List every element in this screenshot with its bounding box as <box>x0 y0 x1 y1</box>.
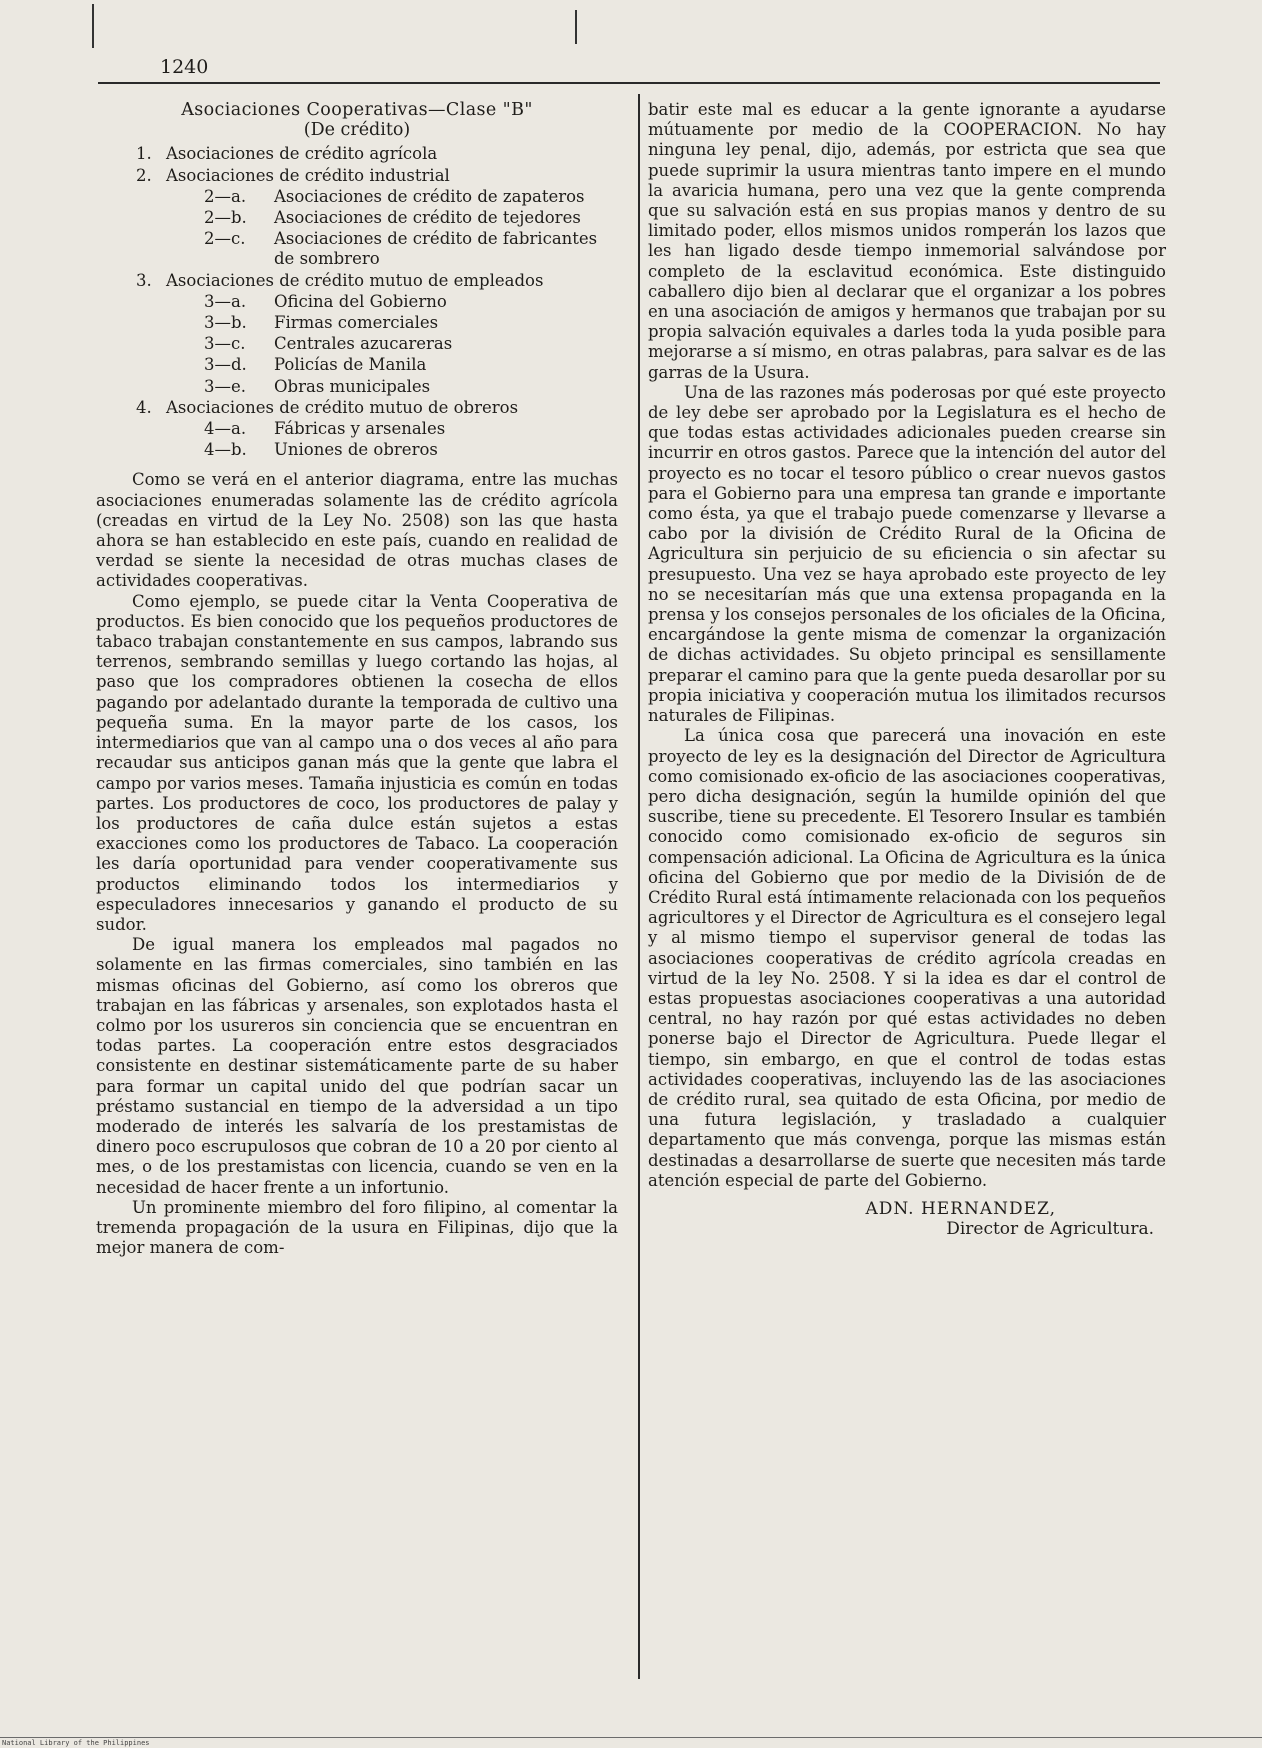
margin-mark <box>575 10 577 44</box>
paragraph: Una de las razones más poderosas por qué este proyecto de ley debe ser aprobado por la Legislatura es el hecho de que todas estas actividades adicionales pueden crearse sin incurrir en otros gastos. Parece que la intención del autor del proyecto es no tocar el tesoro público o crear nuevos gastos para el Gobierno para una empresa tan grande e importante como ésta, ya que el trabajo puede comenzarse y llevarse a cabo por la división de Crédito Rural de la Oficina de Agricultura sin perjuicio de su eficiencia o sin afectar su presupuesto. Una vez se haya aprobado este proyecto de ley no se necesitarían más que una extensa propaganda en la prensa y los consejos personales de los oficiales de la Oficina, encargándose la gente misma de comenzar la organización de dichas actividades. Su objeto principal es sensillamente preparar el camino para que la gente pueda desarollar por su propia iniciativa y cooperación mutua los ilimitados recursos naturales de Filipinas. <box>648 382 1166 726</box>
list-subitem: 4—b. Uniones de obreros <box>204 440 438 460</box>
paragraph: Como se verá en el anterior diagrama, entre las muchas asociaciones enumeradas solamente las de crédito agrícola (creadas en virtud de la Ley No. 2508) son las que hasta ahora se han establecido en este país, cuando en realidad de verdad se siente la necesidad de otras muchas clases de actividades cooperativas. <box>96 470 618 591</box>
list-subitem: 2—a. Asociaciones de crédito de zapateros <box>204 186 585 206</box>
paragraph: Como ejemplo, se puede citar la Venta Cooperativa de productos. Es bien conocido que los pequeños productores de tabaco trabajan constantemente en sus campos, labrando sus terrenos, sembrando semillas y luego cortando las hojas, al paso que los compradores obtienen la cosecha de ellos pagando por adelantado durante la temporada de cultivo una pequeña suma. En la mayor parte de los casos, los intermediarios que van al campo una o dos veces al año para recaudar sus anticipos ganan más que la gente que labra el campo por varios meses. Tamaña injusticia es común en todas partes. Los productores de coco, los productores de palay y los productores de caña dulce están sujetos a estas exacciones como los productores de Tabaco. La cooperación les daría oportunidad para vender cooperativamente sus productos eliminando todos los intermediarios y especuladores innecesarios y ganando el producto de su sudor. <box>96 591 618 934</box>
left-column <box>96 100 618 1258</box>
list-subitem: 2—c. Asociaciones de crédito de fabricantes de sombrero <box>204 229 598 269</box>
margin-mark <box>92 4 94 48</box>
footer-credit: National Library of the Philippines <box>2 1739 150 1747</box>
header-rule <box>98 82 1160 84</box>
list-subitem: 3—c. Centrales azucareras <box>204 334 453 354</box>
paragraph: La única cosa que parecerá una inovación en este proyecto de ley es la designación del Director de Agricultura como comisionado ex-oficio de las asociaciones cooperativas, pero dicha designación, según la humilde opinión del que suscribe, tiene su precedente. El Tesorero Insular es también conocido como comisionado ex-oficio de seguros sin compensación adicional. La Oficina de Agricultura es la única oficina del Gobierno que por medio de la División de de Crédito Rural está íntimamente relacionada con los pequeños agricultores y el Director de Agricultura es el consejero legal y al mismo tiempo el supervisor general de todas las asociaciones cooperativas de crédito agrícola creadas en virtud de la ley No. 2508. Y si la idea es dar el control de estas propuestas asociaciones cooperativas a una autoridad central, no hay razón por qué estas actividades no deben ponerse bajo el Director de Agricultura. Puede llegar el tiempo, sin embargo, en que el control de todas estas actividades cooperativas, incluyendo las de las asociaciones de crédito rural, sea quitado de esta Oficina, por medio de una futura legislación, y trasladado a cualquier departamento que más convenga, porque las mismas están destinadas a desarrollarse de suerte que necesiten más tarde atención especial de parte del Gobierno. <box>648 726 1166 1190</box>
column-divider <box>638 94 640 1679</box>
classification-list <box>96 144 618 460</box>
list-item: 3. Asociaciones de crédito mutuo de empleados <box>136 270 544 290</box>
footer-rule <box>0 1737 1262 1738</box>
list-subitem: 2—b. Asociaciones de crédito de tejedores <box>204 208 581 228</box>
list-subtitle: (De crédito) <box>303 120 411 141</box>
list-subitem: 3—e. Obras municipales <box>204 376 431 396</box>
list-item: 4. Asociaciones de crédito mutuo de obreros <box>136 397 519 417</box>
signature-name: ADN. HERNANDEZ, <box>865 1198 1056 1219</box>
list-subitem: 3—a. Oficina del Gobierno <box>204 291 447 311</box>
right-column <box>648 100 1166 1239</box>
list-subitem: 3—b. Firmas comerciales <box>204 313 439 333</box>
list-title: Asociaciones Cooperativas—Clase "B" <box>181 100 533 120</box>
list-item: 1. Asociaciones de crédito agrícola <box>136 144 438 164</box>
list-item: 2. Asociaciones de crédito industrial <box>136 165 450 185</box>
paragraph: batir este mal es educar a la gente ignorante a ayudarse mútuamente por medio de la COOPERACION. No hay ninguna ley penal, dijo, además, por estricta que sea que puede suprimir la usura mientras tanto impere en el mundo la avaricia humana, pero una vez que la gente comprenda que su salvación está en sus propias manos y dentro de su limitado poder, ellos mismos unidos romperán los lazos que les han ligado desde tiempo inmemorial salvándose por completo de la esclavitud económica. Este distinguido caballero dijo bien al declarar que el organizar a los pobres en una asociación de amigos y hermanos que trabajan por su propia salvación equivales a darles toda la yuda posible para mejorarse a sí mismo, en otras palabras, para salvar es de las garras de la Usura. <box>648 100 1166 382</box>
list-subitem: 4—a. Fábricas y arsenales <box>204 419 446 439</box>
list-subitem: 3—d. Policías de Manila <box>204 355 427 375</box>
paragraph: Un prominente miembro del foro filipino, al comentar la tremenda propagación de la usura en Filipinas, dijo que la mejor manera de com- <box>96 1197 618 1258</box>
signature-title: Director de Agricultura. <box>946 1219 1154 1240</box>
page-number: 1240 <box>160 56 209 78</box>
paragraph: De igual manera los empleados mal pagados no solamente en las firmas comerciales, sino también en las mismas oficinas del Gobierno, así como los obreros que trabajan en las fábricas y arsenales, son explotados hasta el colmo por los usureros sin conciencia que se encuentran en todas partes. La cooperación entre estos desgraciados consistente en destinar sistemáticamente parte de su haber para formar un capital unido del que podrían sacar un préstamo sustancial en tiempo de la adversidad a un tipo moderado de interés les salvaría de los prestamistas de dinero poco escrupulosos que cobran de 10 a 20 por ciento al mes, o de los prestamistas con licencia, cuando se ven en la necesidad de hacer frente a un infortunio. <box>96 935 618 1197</box>
